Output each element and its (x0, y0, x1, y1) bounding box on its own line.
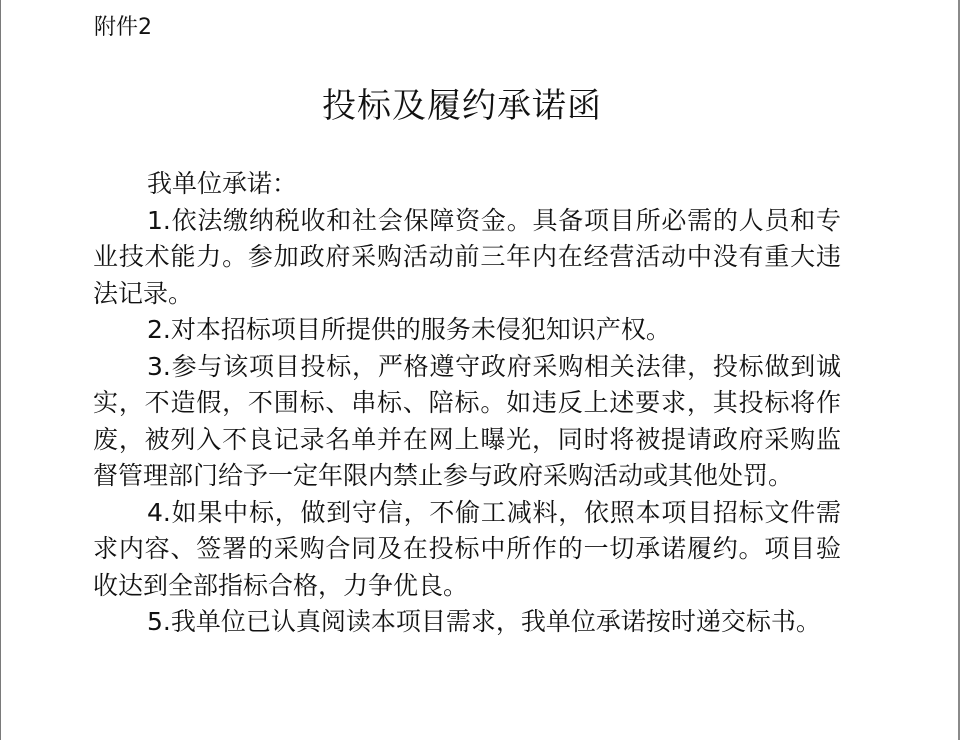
commitment-item-5: 5.我单位已认真阅读本项目需求，我单位承诺按时递交标书。 (147, 607, 821, 636)
commitment-item-3: 3.参与该项目投标，严格遵守政府采购相关法律，投标做到诚实，不造假，不围标、串标、陪标。如违反上述要求，其投标将作废，被列入不良记录名单并在网上曝光，同时将被提请政府采购监督管理部门给予一定年限内禁止参与政府采购活动或其他处罚。 (93, 351, 841, 490)
document-body (93, 166, 841, 641)
attachment-label: 附件2 (94, 15, 152, 40)
commitment-item-2: 2.对本招标项目所提供的服务未侵犯知识产权。 (147, 315, 671, 344)
commitment-intro: 我单位承诺： (147, 169, 298, 198)
commitment-item-4: 4.如果中标，做到守信，不偷工减料，依照本项目招标文件需求内容、签署的采购合同及在投标中所作的一切承诺履约。项目验收达到全部指标合格，力争优良。 (93, 497, 841, 600)
commitment-item-1: 1.依法缴纳税收和社会保障资金。具备项目所必需的人员和专业技术能力。参加政府采购活动前三年内在经营活动中没有重大违法记录。 (93, 205, 841, 308)
document-title: 投标及履约承诺函 (322, 86, 602, 126)
